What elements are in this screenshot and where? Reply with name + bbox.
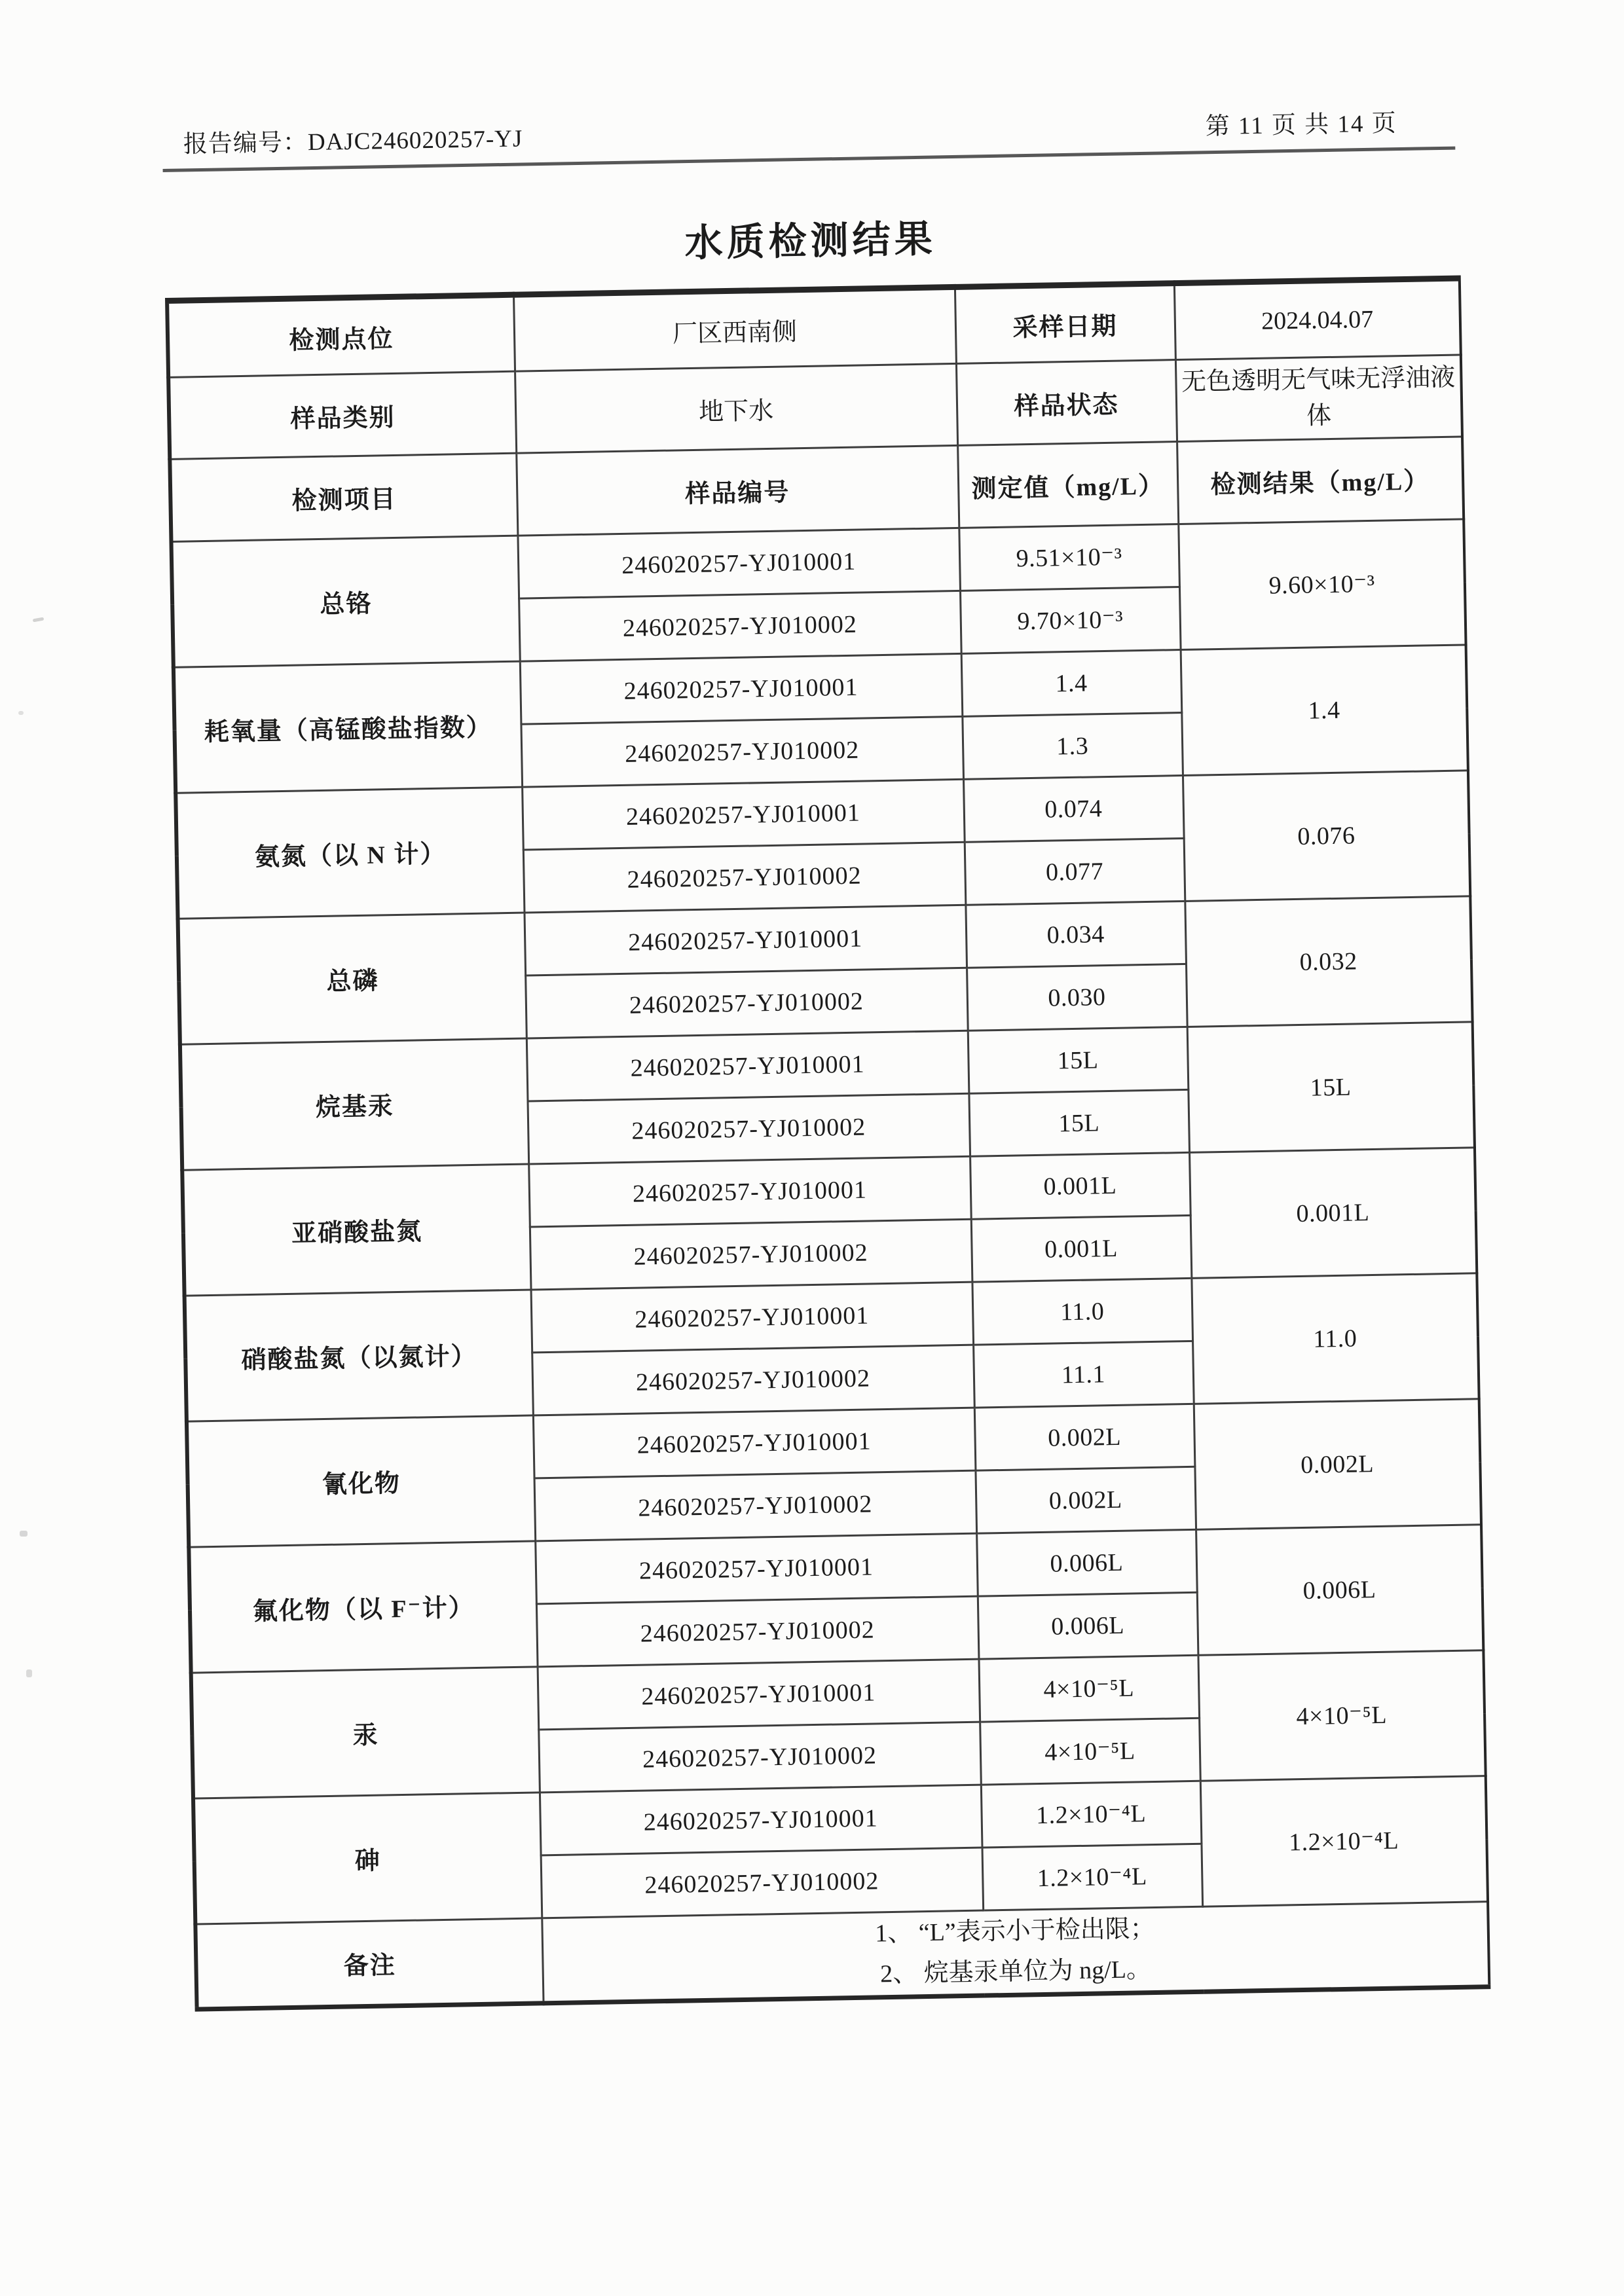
- measured-value: 15L: [969, 1089, 1189, 1156]
- column-header-item: 检测项目: [170, 453, 517, 541]
- date-value: 2024.04.07: [1174, 278, 1461, 360]
- item-name: 亚硝酸盐氮: [182, 1164, 530, 1296]
- location-label: 检测点位: [167, 295, 515, 377]
- measured-value: 9.51×10⁻³: [959, 524, 1179, 591]
- scan-artifact: [18, 711, 24, 715]
- state-value: 无色透明无气味无浮油液体: [1175, 355, 1462, 442]
- water-quality-table: [165, 275, 1490, 2011]
- item-name: 烷基汞: [180, 1038, 528, 1170]
- sample-id: 246020257-YJ010002: [538, 1722, 981, 1793]
- remark-line: 1、 “L”表示小于检出限；: [874, 1914, 1156, 1948]
- sample-id: 246020257-YJ010002: [530, 1219, 972, 1290]
- sample-id: 246020257-YJ010001: [533, 1408, 976, 1478]
- measured-value: 0.077: [965, 838, 1185, 905]
- scan-artifact: [26, 1669, 32, 1677]
- result-value: 0.006L: [1196, 1525, 1483, 1656]
- result-value: 1.4: [1181, 645, 1468, 776]
- item-name: 氰化物: [187, 1415, 535, 1547]
- sample-id: 246020257-YJ010002: [532, 1345, 974, 1415]
- measured-value: 9.70×10⁻³: [960, 587, 1181, 654]
- result-value: 1.2×10⁻⁴L: [1200, 1776, 1488, 1907]
- item-name: 硝酸盐氮（以氮计）: [185, 1290, 533, 1421]
- measured-value: 0.001L: [971, 1215, 1192, 1282]
- sample-id: 246020257-YJ010002: [534, 1470, 977, 1541]
- sample-id: 246020257-YJ010001: [535, 1533, 978, 1604]
- sample-id: 246020257-YJ010002: [541, 1848, 984, 1918]
- measured-value: 1.4: [961, 650, 1182, 717]
- item-name: 砷: [193, 1793, 542, 1924]
- remark-label: 备注: [195, 1918, 543, 2009]
- page-number: 第 11 页 共 14 页: [1205, 110, 1397, 141]
- result-value: 9.60×10⁻³: [1178, 519, 1466, 650]
- item-name: 总铬: [172, 536, 520, 667]
- item-name: 汞: [191, 1667, 540, 1798]
- result-value: 0.032: [1185, 896, 1472, 1027]
- measured-value: 0.002L: [974, 1404, 1195, 1470]
- sample-id: 246020257-YJ010001: [522, 779, 965, 850]
- measured-value: 11.1: [973, 1341, 1194, 1408]
- measured-value: 4×10⁻⁵L: [980, 1718, 1200, 1785]
- result-value: 0.002L: [1194, 1399, 1481, 1530]
- sample-id: 246020257-YJ010002: [521, 716, 963, 787]
- measured-value: 15L: [968, 1027, 1189, 1093]
- measured-value: 1.3: [962, 713, 1183, 780]
- sample-id: 246020257-YJ010001: [531, 1282, 974, 1353]
- measured-value: 11.0: [972, 1278, 1192, 1345]
- measured-value: 4×10⁻⁵L: [978, 1655, 1199, 1722]
- sample-id: 246020257-YJ010002: [527, 1093, 970, 1164]
- sample-id: 246020257-YJ010001: [540, 1785, 982, 1855]
- category-value: 地下水: [515, 363, 957, 453]
- result-value: 11.0: [1191, 1273, 1479, 1404]
- sample-id: 246020257-YJ010001: [520, 653, 963, 724]
- sample-id: 246020257-YJ010002: [525, 968, 968, 1038]
- category-label: 样品类别: [168, 371, 516, 459]
- scan-artifact: [20, 1531, 28, 1537]
- result-value: 15L: [1187, 1022, 1475, 1153]
- sample-id: 246020257-YJ010002: [536, 1596, 979, 1667]
- remark-line: 2、 烷基汞单位为 ng/L。: [879, 1955, 1152, 1988]
- measured-value: 0.002L: [975, 1467, 1196, 1533]
- item-name: 氨氮（以 N 计）: [175, 787, 524, 919]
- measured-value: 0.030: [967, 964, 1187, 1030]
- sample-id: 246020257-YJ010002: [523, 842, 966, 913]
- item-name: 氟化物（以 F⁻计）: [189, 1541, 537, 1673]
- item-name: 总磷: [178, 913, 526, 1044]
- page-header: [162, 102, 1455, 172]
- column-header-sample-id: 样品编号: [516, 445, 959, 536]
- location-value: 厂区西南侧: [513, 287, 956, 371]
- sample-id: 246020257-YJ010001: [526, 1030, 969, 1101]
- sample-id: 246020257-YJ010001: [524, 905, 967, 975]
- sample-id: 246020257-YJ010002: [519, 591, 961, 661]
- report-number: 报告编号：DAJC246020257-YJ: [183, 125, 523, 158]
- sample-id: 246020257-YJ010001: [517, 528, 960, 598]
- sample-id: 246020257-YJ010001: [538, 1659, 980, 1730]
- result-value: 0.001L: [1189, 1148, 1477, 1279]
- measured-value: 0.006L: [978, 1592, 1198, 1659]
- date-label: 采样日期: [955, 283, 1175, 364]
- column-header-result: 检测结果（mg/L）: [1177, 437, 1464, 524]
- measured-value: 1.2×10⁻⁴L: [982, 1844, 1203, 1910]
- measured-value: 0.001L: [970, 1152, 1190, 1219]
- sample-id: 246020257-YJ010001: [528, 1156, 971, 1227]
- result-value: 0.076: [1183, 771, 1470, 902]
- measured-value: 0.006L: [976, 1529, 1197, 1596]
- remark-content: [542, 1902, 1489, 2003]
- measured-value: 1.2×10⁻⁴L: [981, 1781, 1202, 1848]
- result-value: 4×10⁻⁵L: [1198, 1650, 1485, 1781]
- item-name: 耗氧量（高锰酸盐指数）: [174, 661, 522, 793]
- measured-value: 0.074: [963, 775, 1184, 842]
- state-label: 样品状态: [956, 360, 1177, 446]
- column-header-measured: 测定值（mg/L）: [957, 442, 1178, 528]
- measured-value: 0.034: [965, 901, 1186, 968]
- page-title: 水质检测结果: [684, 217, 937, 265]
